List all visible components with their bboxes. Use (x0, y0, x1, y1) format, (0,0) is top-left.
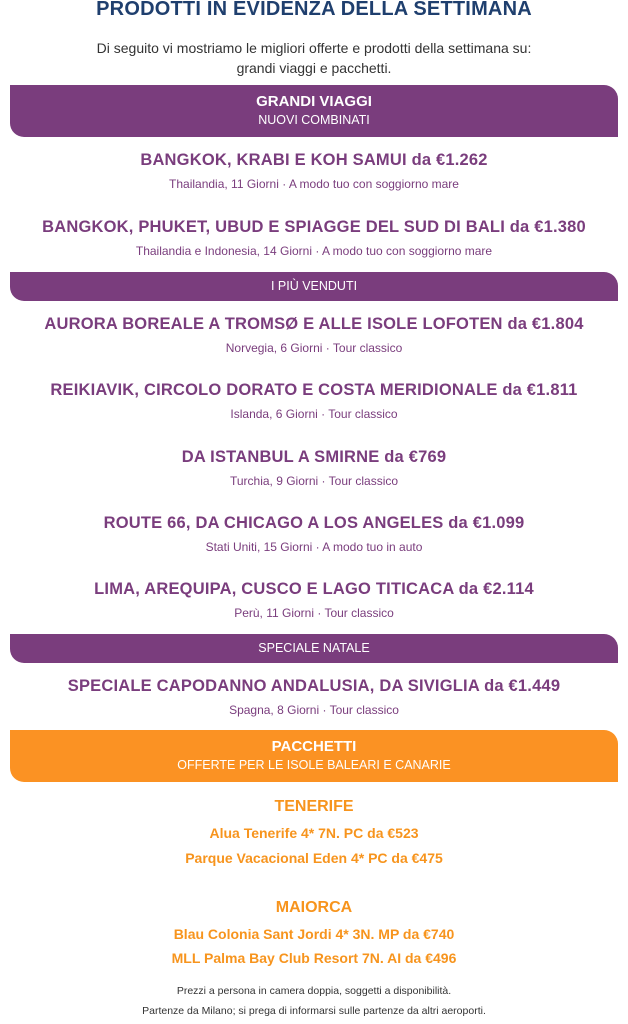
package-link[interactable]: Alua Tenerife 4* 7N. PC da €523 (209, 825, 419, 841)
offer-details: Thailandia e Indonesia, 14 Giorni · A modo tuo con soggiorno mare (135, 244, 493, 258)
package-link[interactable]: MLL Palma Bay Club Resort 7N. AI da €496 (171, 950, 457, 966)
offer-details: Stati Uniti, 15 Giorni · A modo tuo in auto (205, 540, 423, 554)
offer-link-route-66[interactable]: ROUTE 66, DA CHICAGO A LOS ANGELES da €1.099 (103, 514, 525, 532)
section-title: SPECIALE NATALE (258, 641, 370, 655)
intro-line-1: Di seguito vi mostriamo le migliori offerte e prodotti della settimana su: (96, 40, 532, 56)
offer-details: Spagna, 8 Giorni · Tour classico (229, 703, 399, 717)
package-link[interactable]: Parque Vacacional Eden 4* PC da €475 (185, 850, 443, 866)
footer-note-prices: Prezzi a persona in camera doppia, soggetti a disponibilità. (176, 985, 452, 997)
offer-link-bangkok-bali[interactable]: BANGKOK, PHUKET, UBUD E SPIAGGE DEL SUD DI BALI da €1.380 (42, 218, 586, 236)
package-link[interactable]: Blau Colonia Sant Jordi 4* 3N. MP da €740 (173, 926, 455, 942)
section-title: PACCHETTI (271, 738, 357, 755)
package-group-maiorca: MAIORCA (275, 899, 353, 916)
section-subtitle: NUOVI COMBINATI (258, 113, 370, 127)
offer-link-reikiavik[interactable]: REIKIAVIK, CIRCOLO DORATO E COSTA MERIDIONALE da €1.811 (50, 381, 578, 399)
section-title: I PIÙ VENDUTI (270, 279, 358, 293)
section-banner-grandi-viaggi (10, 85, 618, 137)
offer-link-tromso[interactable]: AURORA BOREALE A TROMSØ E ALLE ISOLE LOFOTEN da €1.804 (44, 315, 584, 333)
section-banner-piu-venduti (10, 272, 618, 301)
offer-link-lima[interactable]: LIMA, AREQUIPA, CUSCO E LAGO TITICACA da €2.114 (94, 580, 534, 598)
package-group-tenerife: TENERIFE (274, 798, 354, 815)
page-title: PRODOTTI IN EVIDENZA DELLA SETTIMANA (96, 0, 532, 20)
offer-link-andalusia[interactable]: SPECIALE CAPODANNO ANDALUSIA, DA SIVIGLIA da €1.449 (67, 677, 561, 695)
section-title: GRANDI VIAGGI (256, 93, 372, 110)
offer-details: Perù, 11 Giorni · Tour classico (234, 606, 394, 620)
offer-link-bangkok-krabi[interactable]: BANGKOK, KRABI E KOH SAMUI da €1.262 (140, 151, 488, 169)
offer-details: Islanda, 6 Giorni · Tour classico (230, 407, 398, 421)
offer-details: Thailandia, 11 Giorni · A modo tuo con soggiorno mare (169, 177, 459, 191)
offer-details: Turchia, 9 Giorni · Tour classico (229, 474, 399, 488)
section-banner-pacchetti (10, 730, 618, 782)
footer-note-departures: Partenze da Milano; si prega di informarsi sulle partenze da altri aeroporti. (142, 1005, 486, 1017)
offer-details: Norvegia, 6 Giorni · Tour classico (225, 341, 403, 355)
section-banner-speciale-natale (10, 634, 618, 663)
intro-line-2: grandi viaggi e pacchetti. (236, 60, 392, 76)
section-subtitle: OFFERTE PER LE ISOLE BALEARI E CANARIE (177, 758, 451, 772)
offer-link-istanbul[interactable]: DA ISTANBUL A SMIRNE da €769 (181, 448, 447, 466)
intro-text (0, 38, 628, 78)
